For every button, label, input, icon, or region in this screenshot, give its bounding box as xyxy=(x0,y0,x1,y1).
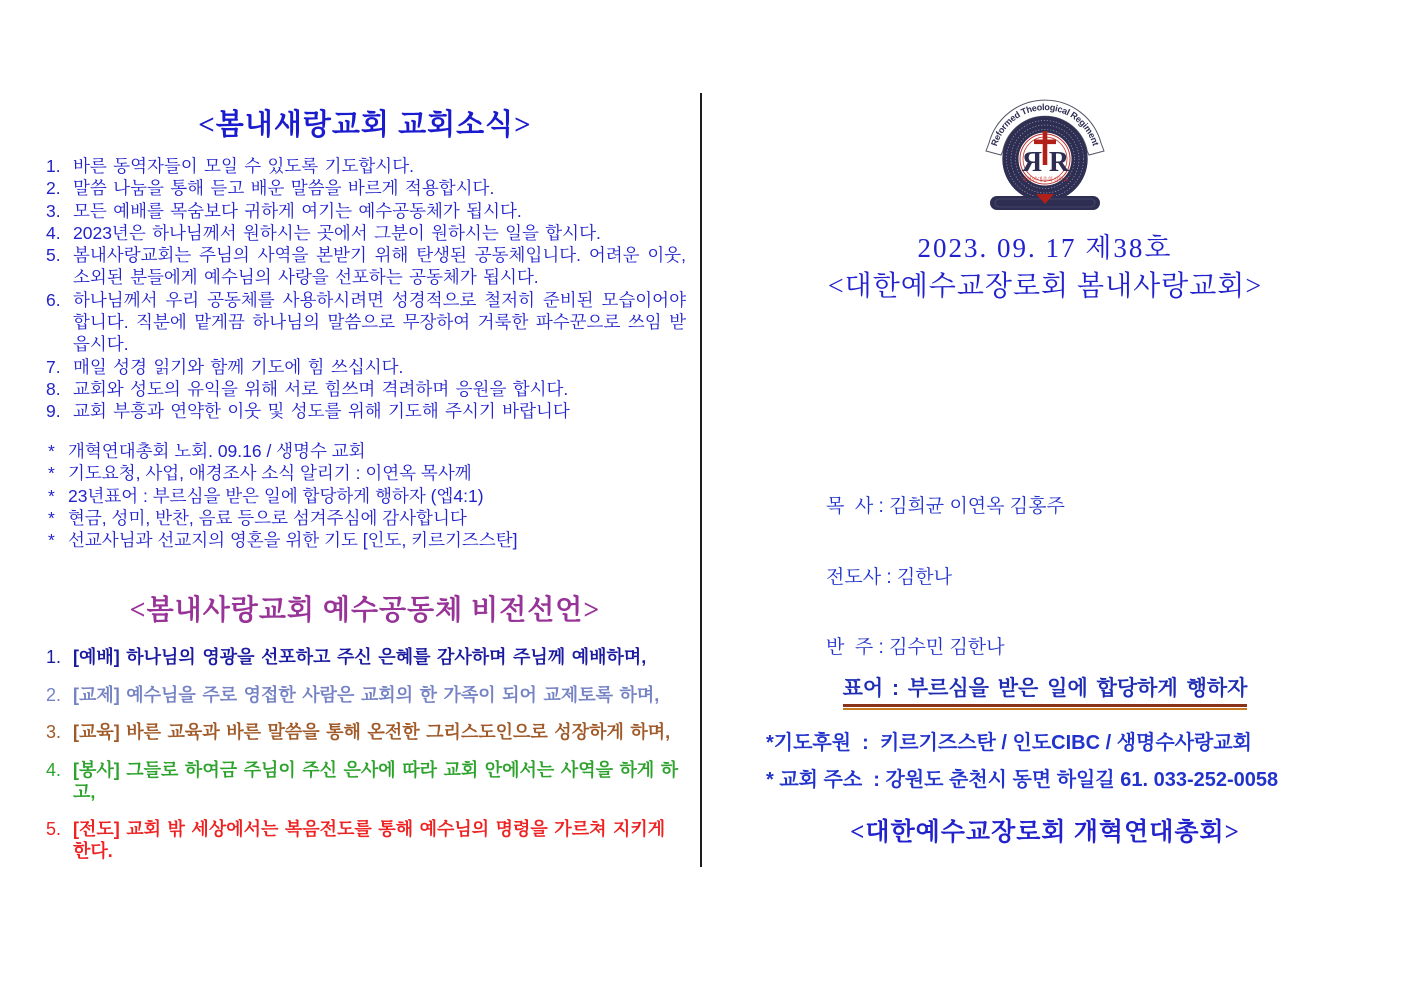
news-item-text: 매일 성경 읽기와 함께 기도에 힘 쓰십시다. xyxy=(73,356,404,377)
notice-text: 현금, 성미, 반찬, 음료 등으로 섬겨주심에 감사합니다 xyxy=(68,507,467,528)
news-item-text: 교회 부흥과 연약한 이웃 및 성도를 위해 기도해 주시기 바랍니다 xyxy=(73,401,570,422)
vision-item-education xyxy=(46,721,686,743)
notice-text: 23년표어 : 부르심을 받은 일에 합당하게 행하자 (엡4:1) xyxy=(68,485,484,506)
news-item xyxy=(46,289,686,356)
notice-bullet: * xyxy=(48,507,55,528)
vision-item-evangelism xyxy=(46,818,686,862)
logo-small-text: 개혁연대총회신학교 xyxy=(1021,177,1069,184)
notice-bullet: * xyxy=(48,441,55,461)
logo-arch-text: Reformed Theological Regiment xyxy=(989,101,1101,148)
motto-underline xyxy=(843,672,1248,710)
prayer-support-line: *기도후원 : 키르기즈스탄 / 인도CIBC / 생명수사랑교회 xyxy=(766,732,1252,754)
news-item xyxy=(46,378,686,400)
news-item xyxy=(46,200,686,222)
vision-item-text: [예배] 하나님의 영광을 선포하고 주신 은혜를 감사하며 주님께 예배하며, xyxy=(73,647,647,667)
vision-declaration-title: <봄내사랑교회 예수공동체 비전선언> xyxy=(129,595,601,626)
staff-line-evangelist: 전도사 : 김한나 xyxy=(826,566,952,588)
notice-item xyxy=(46,485,676,507)
news-item-number: 8. xyxy=(46,378,61,399)
vision-item-number: 4. xyxy=(46,759,62,780)
page-divider-line xyxy=(700,93,702,867)
vision-item-number: 1. xyxy=(46,647,62,667)
news-item-number: 1. xyxy=(46,156,61,176)
news-item-text: 2023년은 하나님께서 원하시는 곳에서 그분이 원하시는 일을 합시다. xyxy=(73,222,601,243)
vision-item-service xyxy=(46,759,686,803)
vision-item-number: 3. xyxy=(46,722,62,742)
vision-item-number: 5. xyxy=(46,819,62,839)
staff-line-accompanist: 반 주 : 김수민 김한나 xyxy=(826,637,1005,658)
vision-item-fellowship xyxy=(46,684,686,706)
vision-item-text: [전도] 교회 밖 세상에서는 복음전도를 통해 예수님의 명령을 가르쳐 지키게 한다. xyxy=(73,819,666,861)
notice-bullet: * xyxy=(48,485,55,506)
news-item-number: 4. xyxy=(46,222,61,243)
news-item-text: 바른 동역자들이 모일 수 있도록 기도합시다. xyxy=(73,156,414,176)
notice-text: 기도요청, 사업, 애경조사 소식 알리기 : 이연옥 목사께 xyxy=(68,463,472,484)
church-address-line: * 교회 주소 : 강원도 춘천시 동면 하일길 61. 033-252-0058 xyxy=(766,769,1279,791)
notice-list xyxy=(46,440,676,551)
news-item-number: 2. xyxy=(46,178,61,199)
news-item-text: 말씀 나눔을 통해 듣고 배운 말씀을 바르게 적용합시다. xyxy=(73,178,495,199)
news-item-text: 봄내사랑교회는 주님의 사역을 본받기 위해 탄생된 공동체입니다. 어려운 이웃, 소외된 분들에게 예수님의 사랑을 선포하는 공동체가 됩시다. xyxy=(73,245,686,288)
motto-text: 표어 : 부르심을 받은 일에 합당하게 행하자 xyxy=(843,672,1248,707)
church-news-list xyxy=(46,155,686,423)
vision-item-text: [봉사] 그들로 하여금 주님이 주신 은사에 따라 교회 안에서는 사역을 하게 하고, xyxy=(73,759,679,802)
news-item xyxy=(46,244,686,289)
vision-item-worship xyxy=(46,646,686,668)
church-news-title: <봄내새랑교회 교회소식> xyxy=(198,109,532,141)
notice-item xyxy=(46,462,676,484)
news-item-number: 3. xyxy=(46,200,61,221)
vision-item-number: 2. xyxy=(46,684,62,705)
news-item-text: 모든 예배를 목숨보다 귀하게 여기는 예수공동체가 됩시다. xyxy=(73,200,522,221)
news-item-text: 하나님께서 우리 공동체를 사용하시려면 성경적으로 철저히 준비된 모습이어야 합니다. 직분에 맡게끔 하나님의 말씀으로 무장하여 거룩한 파수꾼으로 쓰임 받읍시다. xyxy=(73,289,686,355)
news-item xyxy=(46,177,686,199)
notice-item xyxy=(46,529,676,551)
news-item-number: 9. xyxy=(46,401,61,422)
issue-date-line: 2023. 09. 17 제38호 xyxy=(917,233,1173,263)
logo-letter-left: Я xyxy=(1021,147,1043,178)
news-item-number: 5. xyxy=(46,245,61,266)
denomination-line: <대한예수교장로회 개혁연대총회> xyxy=(850,819,1240,846)
vision-item-text: [교육] 바른 교육과 바른 말씀을 통해 온전한 그리스도인으로 성장하게 하며, xyxy=(73,722,671,742)
motto-section xyxy=(720,672,1370,710)
logo-letter-right: R xyxy=(1048,147,1070,178)
news-item xyxy=(46,400,686,422)
news-item xyxy=(46,222,686,244)
rtr-emblem-icon xyxy=(980,85,1110,217)
vision-item-text: [교제] 예수님을 주로 영접한 사람은 교회의 한 가족이 되어 교제토록 하며, xyxy=(73,684,660,705)
church-name-line: <대한예수교장로회 봄내사랑교회> xyxy=(827,271,1263,302)
notice-text: 개혁연대총회 노회. 09.16 / 생명수 교회 xyxy=(68,441,366,461)
staff-list xyxy=(826,448,1065,683)
news-item-number: 7. xyxy=(46,356,61,377)
news-item xyxy=(46,356,686,378)
notice-bullet: * xyxy=(48,530,55,551)
staff-line-pastor: 목 사 : 김희균 이연옥 김홍주 xyxy=(826,496,1065,517)
news-item xyxy=(46,155,686,177)
notice-item xyxy=(46,440,676,462)
seminary-emblem-logo xyxy=(980,85,1110,217)
news-item-text: 교회와 성도의 유익을 위해 서로 힘쓰며 격려하며 응원을 합시다. xyxy=(73,378,569,399)
vision-list xyxy=(46,646,686,878)
notice-text: 선교사님과 선교지의 영혼을 위한 기도 [인도, 키르기즈스탄] xyxy=(68,530,518,551)
news-item-number: 6. xyxy=(46,289,61,310)
notice-bullet: * xyxy=(48,463,55,484)
notice-item xyxy=(46,507,676,529)
